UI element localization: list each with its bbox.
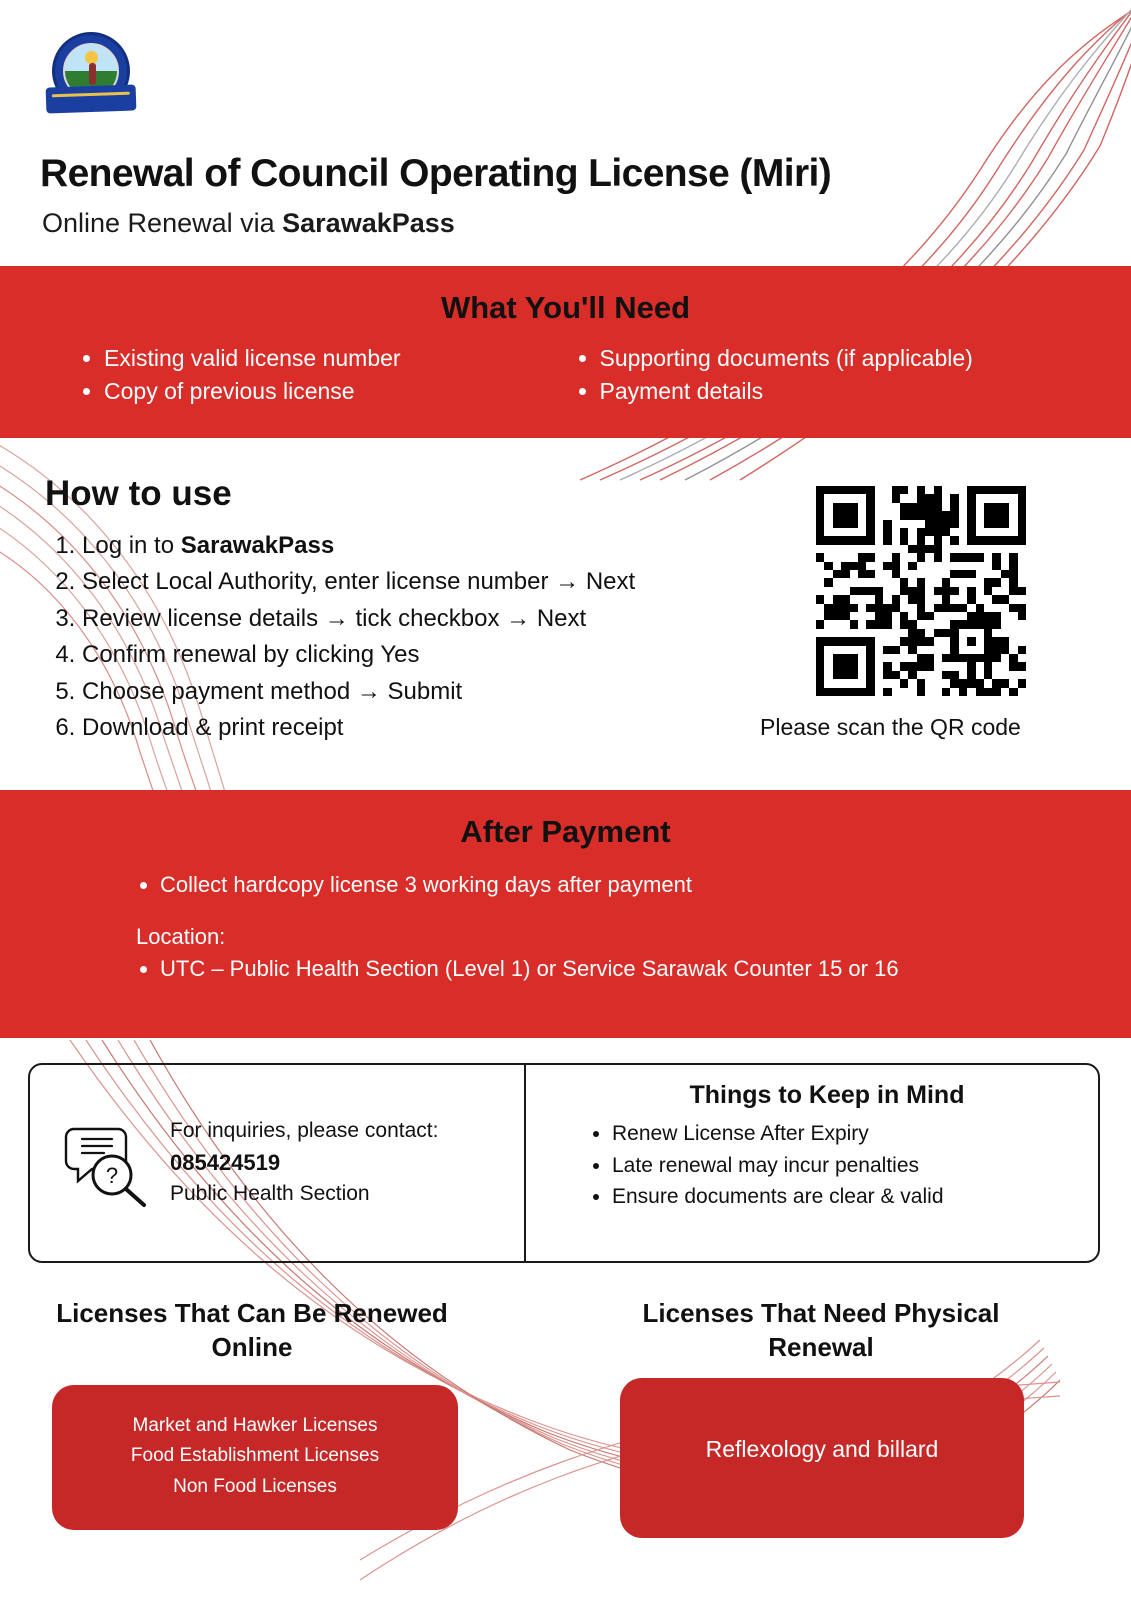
list-item: 3. Review license details → tick checkbox → Next	[82, 601, 822, 637]
question-magnifier-icon	[64, 1117, 156, 1209]
qr-caption: Please scan the QR code	[760, 714, 1021, 740]
after-payment-heading: After Payment	[460, 814, 671, 849]
how-to-use-steps	[46, 528, 822, 747]
keep-in-mind-heading: Things to Keep in Mind	[689, 1081, 965, 1109]
list-item: • Renew License After Expiry	[612, 1118, 1088, 1150]
what-you-need-heading: What You'll Need	[440, 290, 691, 325]
keep-in-mind-panel	[526, 1065, 1098, 1261]
list-item: • Late renewal may incur penalties	[612, 1150, 1088, 1182]
contact-line-1: For inquiries, please contact:	[170, 1119, 439, 1143]
list-item: • Copy of previous license	[104, 375, 566, 408]
list-item: 5. Choose payment method → Submit	[82, 674, 822, 710]
step-bold: SarawakPass	[180, 532, 335, 559]
list-item: Non Food Licenses	[173, 1475, 337, 1497]
list-item: • Payment details	[600, 375, 1062, 408]
need-right-list	[566, 342, 1062, 409]
list-item: • Collect hardcopy license 3 working days after payment	[160, 872, 1131, 898]
step-text: Log in to	[82, 532, 181, 559]
location-list	[0, 956, 1131, 982]
need-left-list	[70, 342, 566, 409]
info-box	[28, 1063, 1100, 1263]
online-renewal-heading: Licenses That Can Be Renewed Online	[56, 1298, 448, 1362]
contact-panel	[30, 1065, 526, 1261]
subtitle-brand: SarawakPass	[282, 208, 455, 238]
after-payment-list	[0, 872, 1131, 898]
list-item: 2. Select Local Authority, enter license number → Next	[82, 564, 822, 600]
list-item: Food Establishment Licenses	[130, 1445, 380, 1467]
qr-code-matrix[interactable]	[816, 486, 1026, 696]
contact-text	[170, 1116, 438, 1209]
how-to-use-heading: How to use	[45, 474, 232, 513]
list-item: • Supporting documents (if applicable)	[600, 342, 1062, 375]
after-payment-section	[0, 790, 1131, 1038]
qr-code[interactable]	[816, 486, 1026, 696]
keep-in-mind-list	[566, 1118, 1088, 1213]
page-title: Renewal of Council Operating License (Miri)	[40, 152, 832, 195]
list-item: • UTC – Public Health Section (Level 1) or Service Sarawak Counter 15 or 16	[160, 956, 1131, 982]
physical-renewal-pill	[620, 1378, 1024, 1538]
list-item: 6. Download & print receipt	[82, 710, 822, 746]
what-you-need-section	[0, 266, 1131, 438]
list-item: Market and Hawker Licenses	[132, 1415, 378, 1436]
svg-text:?: ?	[105, 1163, 119, 1188]
list-item: 4. Confirm renewal by clicking Yes	[82, 637, 822, 673]
list-item: Reflexology and billard	[705, 1436, 939, 1462]
list-item: • Existing valid license number	[104, 342, 566, 375]
council-logo	[44, 26, 140, 122]
contact-phone: 085424519	[170, 1149, 281, 1175]
subtitle-prefix: Online Renewal via	[42, 208, 283, 238]
page-subtitle	[42, 208, 455, 239]
physical-renewal-heading: Licenses That Need Physical Renewal	[642, 1298, 1000, 1362]
what-you-need-columns	[0, 342, 1131, 409]
online-renewal-pill	[52, 1385, 458, 1530]
list-item: • Ensure documents are clear & valid	[612, 1181, 1088, 1213]
logo-banner	[46, 84, 137, 113]
location-label: Location:	[136, 924, 226, 949]
list-item	[82, 528, 822, 564]
contact-department: Public Health Section	[170, 1182, 370, 1206]
